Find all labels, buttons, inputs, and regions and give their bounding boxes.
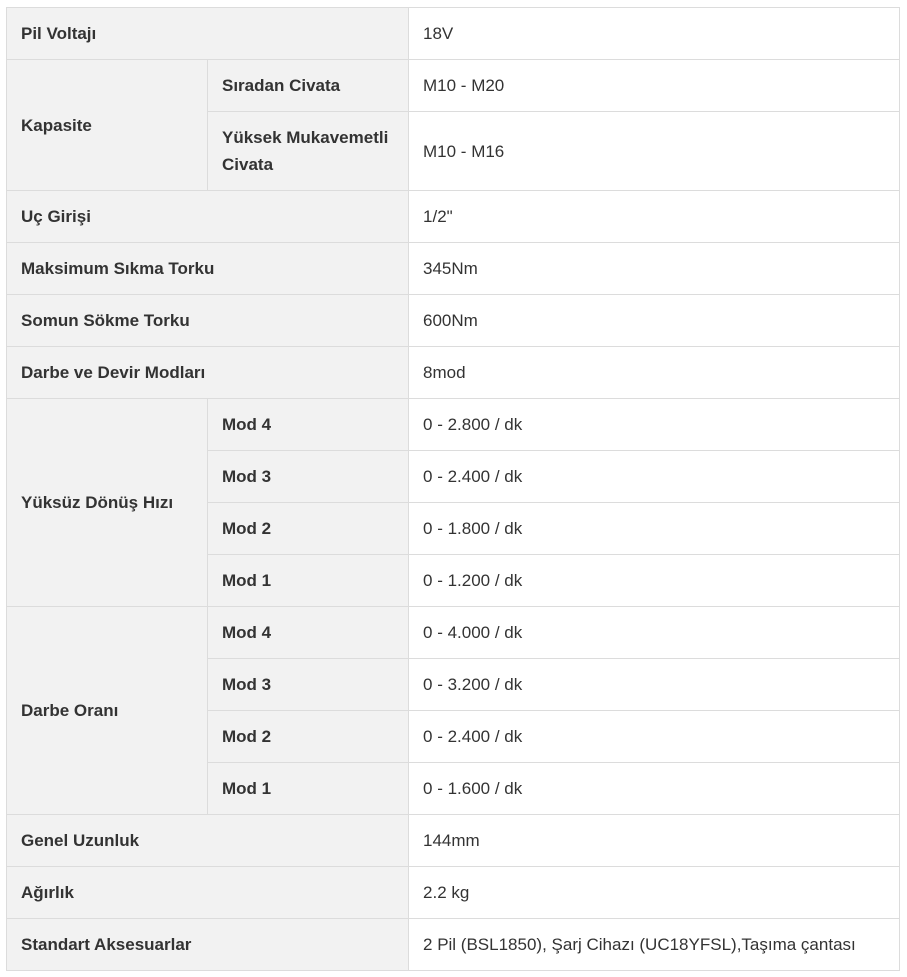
row-value: 600Nm [409, 295, 900, 347]
row-label: Maksimum Sıkma Torku [7, 243, 409, 295]
table-row [7, 60, 900, 112]
sub-label: Yüksek Mukavemetli Civata [208, 112, 409, 191]
row-value: 1/2" [409, 191, 900, 243]
row-value: 0 - 2.400 / dk [409, 451, 900, 503]
table-row [7, 815, 900, 867]
table-row [7, 243, 900, 295]
sub-label: Mod 1 [208, 763, 409, 815]
row-value: M10 - M16 [409, 112, 900, 191]
row-value: 0 - 2.800 / dk [409, 399, 900, 451]
row-value: 0 - 2.400 / dk [409, 711, 900, 763]
table-row [7, 607, 900, 659]
row-label: Genel Uzunluk [7, 815, 409, 867]
table-row [7, 919, 900, 971]
row-value: M10 - M20 [409, 60, 900, 112]
row-label: Ağırlık [7, 867, 409, 919]
group-label: Darbe Oranı [7, 607, 208, 815]
sub-label: Mod 3 [208, 659, 409, 711]
row-label: Somun Sökme Torku [7, 295, 409, 347]
row-value: 18V [409, 8, 900, 60]
row-label: Darbe ve Devir Modları [7, 347, 409, 399]
row-value: 8mod [409, 347, 900, 399]
table-row [7, 8, 900, 60]
sub-label: Mod 1 [208, 555, 409, 607]
row-value: 0 - 1.600 / dk [409, 763, 900, 815]
row-label: Pil Voltajı [7, 8, 409, 60]
table-row [7, 399, 900, 451]
sub-label: Mod 2 [208, 711, 409, 763]
row-label: Standart Aksesuarlar [7, 919, 409, 971]
row-value: 2 Pil (BSL1850), Şarj Cihazı (UC18YFSL),Taşıma çantası [409, 919, 900, 971]
table-row [7, 867, 900, 919]
row-value: 345Nm [409, 243, 900, 295]
sub-label: Mod 4 [208, 399, 409, 451]
group-label: Yüksüz Dönüş Hızı [7, 399, 208, 607]
row-value: 0 - 4.000 / dk [409, 607, 900, 659]
row-value: 0 - 1.800 / dk [409, 503, 900, 555]
table-row [7, 347, 900, 399]
spec-table [6, 7, 900, 971]
sub-label: Sıradan Civata [208, 60, 409, 112]
group-label: Kapasite [7, 60, 208, 191]
row-value: 0 - 3.200 / dk [409, 659, 900, 711]
table-row [7, 191, 900, 243]
table-row [7, 295, 900, 347]
row-value: 2.2 kg [409, 867, 900, 919]
row-value: 144mm [409, 815, 900, 867]
row-label: Uç Girişi [7, 191, 409, 243]
sub-label: Mod 4 [208, 607, 409, 659]
sub-label: Mod 3 [208, 451, 409, 503]
row-value: 0 - 1.200 / dk [409, 555, 900, 607]
sub-label: Mod 2 [208, 503, 409, 555]
